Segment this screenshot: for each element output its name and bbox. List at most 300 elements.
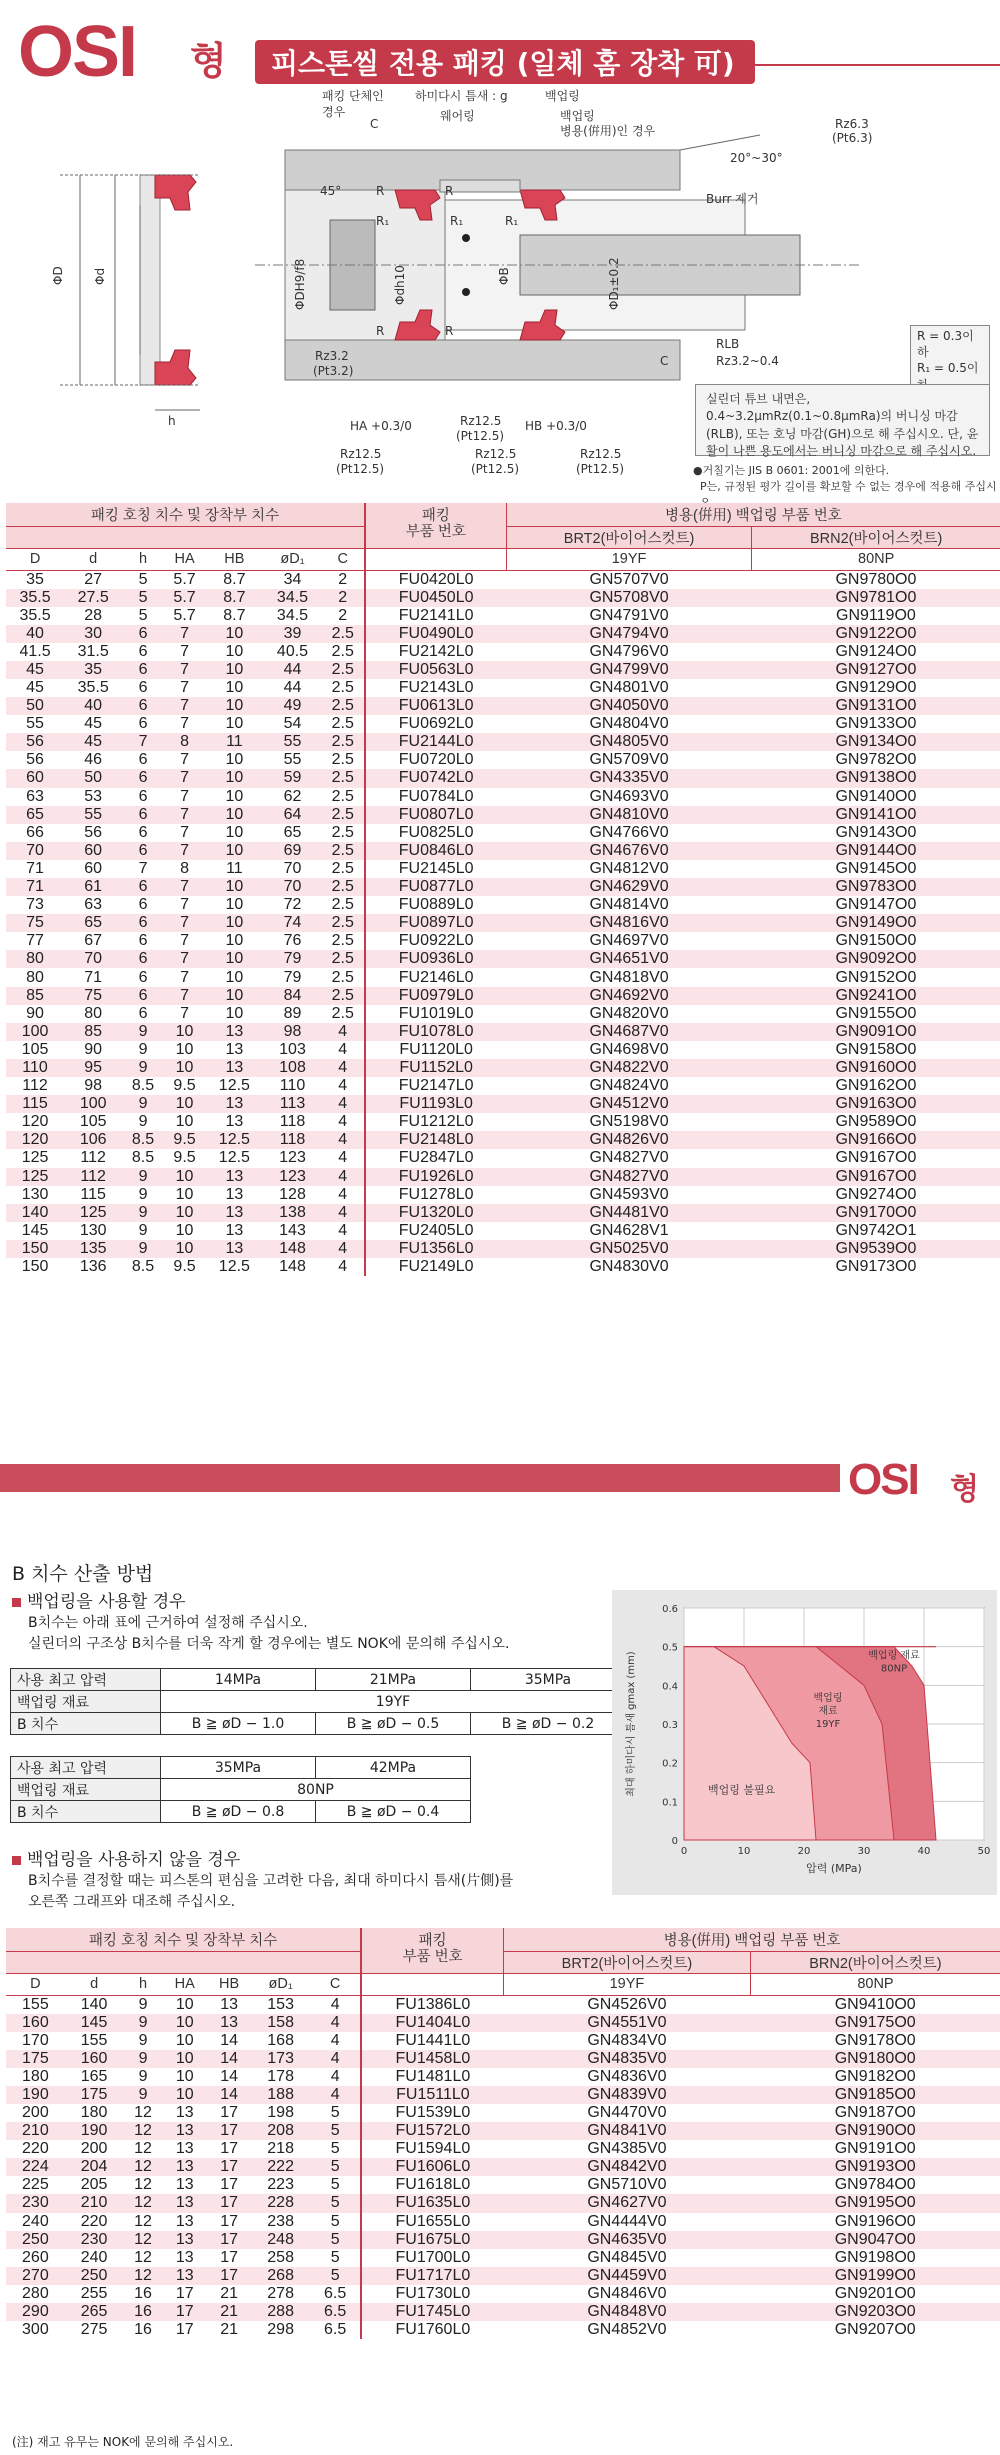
table-cell: 7 [180,787,189,805]
radius-line: R₁ = 0.5이 [917,361,979,376]
table-cell: 4 [330,2067,340,2085]
table-cell: 95 [64,1059,122,1077]
table-cell: 28 [84,606,103,624]
table-cell: 10 [225,1004,244,1022]
table-cell: 222 [251,2158,310,2176]
table-cell: GN9780O0 [835,570,917,588]
brand-type: 형 [190,41,227,83]
table-cell: GN9198O0 [834,2248,916,2266]
table-cell: 49 [263,697,321,715]
table-cell: 7 [164,842,206,860]
table-cell: 64 [263,806,321,824]
table-cell: 12 [134,2248,152,2266]
table-cell: 70 [6,842,64,860]
region-label-80np: 백업링 재료 [868,1650,920,1662]
bullet-square [12,1598,21,1607]
table-cell: GN9241O0 [752,987,1000,1005]
table-row [6,2140,1000,2158]
pressure-35: 35MPa [471,1669,626,1691]
table-cell: 6 [138,896,148,914]
table-cell: FU1356L0 [365,1240,506,1258]
table-cell: GN9190O0 [750,2122,1000,2140]
table-cell: 7 [180,715,189,733]
table-cell: 175 [65,2086,124,2104]
sub2-text1: B치수를 결정할 때는 피스톤의 편심을 고려한 다음, 최대 하미다시 틈새(片側)를 [28,1873,514,1889]
table-cell: 12.5 [205,1131,263,1149]
table-row [6,661,1000,679]
table-cell: 7 [164,987,206,1005]
label-rz125-1: Rz12.5 [460,414,502,428]
brand-type-2: 형 [950,1473,979,1506]
table-cell: 148 [263,1240,321,1258]
table-row [6,860,1000,878]
table-cell: GN9091O0 [752,1023,1000,1041]
brt2-header-2: BRT2(바이어스컷트) [503,1951,750,1973]
table-cell: 13 [163,2231,207,2249]
bdim-80-2: B ≧ øD − 0.4 [316,1801,471,1823]
table-cell: 4 [322,1095,365,1113]
table-cell: GN9742O1 [835,1221,917,1239]
table-cell: 12.5 [218,1258,250,1276]
table-cell: GN4698V0 [589,1040,669,1058]
table-cell: 59 [263,769,321,787]
table-cell: 6 [138,823,148,841]
dims-group-header-2: 패킹 호칭 치수 및 장착부 치수 [6,1928,361,1951]
table-cell: GN4835V0 [503,2050,750,2068]
col-d-label: d [65,1973,124,1995]
label-rz125-2: Rz12.5 [340,447,382,461]
cylinder-assembly [255,135,860,380]
table-row [6,1005,1000,1023]
table-row [6,1041,1000,1059]
table-cell: 10 [164,1059,206,1077]
bdim-label: B 치수 [11,1713,161,1735]
table-cell: 7 [180,642,189,660]
table-row [6,2050,1000,2068]
table-cell: 17 [175,2321,194,2339]
table-cell: GN9124O0 [835,642,917,660]
table-cell: GN9782O0 [835,751,917,769]
table-cell: FU0720L0 [365,751,506,769]
table-cell: GN9150O0 [835,932,917,950]
table-cell: GN9129O0 [835,679,917,697]
table-cell: 10 [175,1221,194,1239]
table-cell: 75 [64,987,122,1005]
bdim-3: B ≧ øD − 0.2 [471,1713,626,1735]
table-cell: GN4385V0 [587,2140,667,2158]
table-cell: FU1730L0 [361,2285,503,2303]
table-cell: 16 [134,2321,152,2339]
table-cell: 10 [225,715,244,733]
table-cell: GN4810V0 [506,806,752,824]
table-cell: 9 [122,1095,164,1113]
table-cell: 224 [6,2158,65,2176]
label-phi-B: ΦB [497,267,511,285]
table-cell: 250 [65,2267,124,2285]
table-cell: 9 [138,2031,148,2049]
table-row [6,824,1000,842]
table-cell: FU0420L0 [365,570,506,589]
table-cell: 13 [220,1995,238,2013]
table-cell: FU0897L0 [365,914,506,932]
table-cell: FU1745L0 [361,2303,503,2321]
col-h [122,526,164,548]
table-cell: 89 [283,1004,302,1022]
table-row [6,2068,1000,2086]
bdim-1: B ≧ øD − 1.0 [161,1713,316,1735]
table-cell: 220 [22,2140,49,2158]
col-h [123,1951,162,1973]
table-cell: GN4593V0 [589,1185,669,1203]
table-row [6,950,1000,968]
table-cell: 12 [134,2176,152,2194]
table-cell: 223 [267,2176,294,2194]
table-cell: 21 [220,2284,238,2302]
table-cell: 13 [225,1113,244,1131]
label-r-3: R [376,324,385,338]
table-cell: 9.5 [173,1258,196,1276]
table-cell: 10 [205,697,263,715]
table-cell: 230 [65,2231,124,2249]
table-cell: 10 [163,2050,207,2068]
label-hb: HB +0.3/0 [525,419,587,433]
table-cell: 178 [267,2067,294,2085]
mat-80np: 80NP [752,548,1000,570]
table-cell: 13 [175,2176,194,2194]
table-cell: GN4791V0 [589,606,669,624]
b-dim-section-title: B 치수 산출 방법 [12,1563,154,1585]
table-row [6,2267,1000,2285]
label-pt63: (Pt6.3) [832,131,873,145]
table-cell: 8 [164,733,206,751]
table-cell: 90 [26,1004,44,1022]
table-cell: GN4846V0 [587,2284,667,2302]
table-cell: 4 [338,1113,348,1131]
table-cell: 2.5 [331,787,354,805]
table-cell: 17 [207,2122,251,2140]
material-label: 백업링 재료 [11,1691,161,1713]
table-cell: 218 [267,2140,294,2158]
table-cell: GN4693V0 [589,787,669,805]
table-cell: 4 [322,1059,365,1077]
table-cell: 13 [225,1185,244,1203]
table-cell: 75 [6,914,64,932]
table-cell: GN5707V0 [589,570,669,588]
footnote: (注) 재고 유무는 NOK에 문의해 주십시오. [12,2435,234,2449]
sub1-text1: B치수는 아래 표에 근거하여 설정해 주십시오. [28,1615,308,1631]
table-cell: 10 [164,1095,206,1113]
table-row [6,1023,1000,1041]
backup-19yf-table [10,1668,626,1735]
table-cell: 153 [267,1995,294,2013]
table-row [6,570,1000,589]
table-row [6,1186,1000,1204]
table-cell: GN9133O0 [835,715,917,733]
table-cell: 9 [122,1059,164,1077]
table-cell: FU1152L0 [365,1059,506,1077]
table-cell: GN9144O0 [752,842,1000,860]
brn2-header-2: BRN2(바이어스컷트) [750,1951,1000,1973]
label-r-7: R₁ [505,214,519,228]
table-cell: 10 [205,914,263,932]
table-cell: 46 [84,751,103,769]
table-cell: 278 [267,2284,294,2302]
table-cell: 6.5 [310,2303,361,2321]
table-cell: 9 [123,2086,162,2104]
table-cell: GN4822V0 [506,1059,752,1077]
table-cell: 9 [123,2050,162,2068]
table-cell: 5 [310,2231,361,2249]
region-label-19yf: 재료 [818,1705,838,1717]
table-cell: 35.5 [19,606,51,624]
label-pt125-2: (Pt12.5) [336,462,385,476]
table-cell: 30 [64,625,122,643]
table-cell: GN9193O0 [750,2158,1000,2176]
table-cell: 7 [138,859,148,877]
table-cell: GN4629V0 [506,878,752,896]
table-cell: 4 [310,2086,361,2104]
table-cell: 9 [122,1240,164,1258]
brt2-header: BRT2(바이어스컷트) [506,526,752,548]
label-phi-D-h9f8: ΦDH9/f8 [293,258,307,310]
table-cell: 9 [122,1023,164,1041]
table-cell: GN4845V0 [587,2248,667,2266]
table-cell: GN9185O0 [750,2086,1000,2104]
table-cell: 5 [330,2176,340,2194]
table-cell: 6 [138,1004,148,1022]
table-cell: 6 [138,715,148,733]
table-cell: 138 [263,1204,321,1222]
table-row [6,2249,1000,2267]
table-cell: 2.5 [322,987,365,1005]
small-note-1: ●거칠기는 JIS B 0601: 2001에 의한다. [693,464,890,477]
table-cell: 50 [64,769,122,787]
table-cell: 10 [225,787,244,805]
table-cell: FU1618L0 [361,2176,503,2194]
table-cell: 148 [279,1258,306,1276]
region-label-80np: 80NP [880,1663,908,1675]
table-cell: 2 [338,606,348,624]
table-cell: 79 [263,950,321,968]
table-cell: 7 [122,733,164,751]
table-cell: 60 [6,769,64,787]
table-cell: 7 [180,968,189,986]
table-cell: 100 [64,1095,122,1113]
table-cell: 9 [123,2014,162,2032]
table-cell: 11 [226,859,243,877]
label-r-4: R [445,324,454,338]
table-cell: 2.5 [331,932,354,950]
table-cell: 6 [138,642,148,660]
table-cell: 10 [225,642,244,660]
table-cell: 9 [138,1113,148,1131]
table-row [6,1059,1000,1077]
table-cell: 85 [6,987,64,1005]
table-cell: 5 [330,2104,340,2122]
table-cell: FU0846L0 [365,842,506,860]
table-cell: GN4697V0 [589,932,669,950]
label-wear-ring: 웨어링 [440,109,475,123]
table-cell: FU0979L0 [365,987,506,1005]
table-cell: GN4470V0 [587,2104,667,2122]
table-row [6,2104,1000,2122]
table-cell: 2.5 [331,679,354,697]
table-cell: 8 [180,859,189,877]
spec-table-2 [6,1928,1000,2339]
table-cell: GN9143O0 [835,823,917,841]
table-cell: 13 [175,2104,194,2122]
table-row [6,1077,1000,1095]
table-cell: GN9274O0 [835,1185,917,1203]
table-cell: 204 [65,2158,124,2176]
col-C-label: C [322,548,365,570]
table-cell: GN4827V0 [506,1168,752,1186]
table-cell: 35.5 [6,589,64,607]
table-cell: GN4841V0 [503,2122,750,2140]
sub1-text2: 실린더의 구조상 B치수를 더욱 작게 할 경우에는 별도 NOK에 문의해 주십시오. [28,1636,510,1652]
table-cell: 2.5 [331,715,354,733]
table-cell: GN4827V0 [589,1149,669,1167]
table-cell: GN9187O0 [834,2104,916,2122]
table-cell: 210 [6,2122,65,2140]
label-rz32: Rz3.2 [315,349,349,363]
table-cell: GN9160O0 [752,1059,1000,1077]
label-h: h [168,414,176,428]
table-cell: 160 [6,2014,65,2032]
table-cell: 4 [338,1077,348,1095]
table-cell: 34.5 [263,589,321,607]
table-cell: 10 [205,987,263,1005]
table1-body [6,570,1000,1276]
table-cell: GN4551V0 [503,2014,750,2032]
table-cell: 13 [175,2248,194,2266]
table-cell: 5 [310,2122,361,2140]
table-cell: 9 [138,1185,148,1203]
col-HA [164,526,206,548]
table-cell: 17 [220,2176,238,2194]
label-pt32: (Pt3.2) [313,364,354,378]
table-cell: 10 [225,679,244,697]
table-cell: 7 [164,950,206,968]
table-cell: 228 [251,2194,310,2212]
col-HB [207,1951,251,1973]
table-cell: FU1539L0 [361,2104,503,2122]
table-cell: 56 [6,733,64,751]
table-cell: FU2145L0 [365,860,506,878]
table-cell: 125 [6,1168,64,1186]
table-row [6,1168,1000,1186]
table-cell: GN9199O0 [750,2267,1000,2285]
table-cell: 2.5 [322,842,365,860]
table-cell: 10 [164,1023,206,1041]
table-cell: 5 [310,2194,361,2212]
table-cell: 106 [64,1131,122,1149]
table-cell: 6 [122,950,164,968]
table-row [6,2032,1000,2050]
table-row [6,2014,1000,2032]
table-cell: 79 [283,968,302,986]
sub1-label: 백업링을 사용할 경우 [27,1592,186,1612]
col-D1-label: øD₁ [263,548,321,570]
table-cell: 71 [6,878,64,896]
table-cell: GN4804V0 [589,715,669,733]
pressure-42: 42MPa [316,1757,471,1779]
table-cell: 61 [64,878,122,896]
table-cell: GN9173O0 [835,1258,917,1276]
table-cell: 275 [80,2321,108,2339]
table-row [6,2321,1000,2339]
col-C-label: C [310,1973,361,1995]
table-cell: 2.5 [331,642,354,660]
table-cell: 62 [283,787,302,805]
table-cell: 100 [6,1023,64,1041]
table-cell: 60 [84,859,103,877]
table-cell: FU0825L0 [365,824,506,842]
table-cell: 2.5 [331,968,354,986]
table-cell: 56 [26,751,44,769]
table-cell: FU1572L0 [361,2122,503,2140]
table-cell: 7 [164,878,206,896]
table-cell: GN9162O0 [835,1077,917,1095]
table-cell: 13 [163,2158,207,2176]
table-cell: 6 [122,661,164,679]
table-cell: 168 [267,2031,294,2049]
table-cell: GN9145O0 [835,859,917,877]
table-cell: 10 [225,968,244,986]
table-cell: GN5710V0 [587,2176,667,2194]
table-cell: GN4818V0 [589,968,669,986]
col-d-label: d [64,548,122,570]
table-row [6,2158,1000,2176]
mat-19yf: 19YF [506,548,752,570]
table-cell: FU1078L0 [365,1023,506,1041]
table-cell: 248 [251,2231,310,2249]
table-cell: 5 [330,2212,340,2230]
table-cell: 2.5 [322,950,365,968]
label-phi-D1: ΦD₁±0.2 [607,257,621,310]
table-cell: FU0563L0 [365,661,506,679]
table-row [6,1222,1000,1240]
col-D1-label: øD₁ [251,1973,310,1995]
table-cell: 140 [80,1995,108,2013]
table-cell: 14 [207,2050,251,2068]
table-cell: 17 [220,2140,238,2158]
table-cell: 10 [225,896,244,914]
table-cell: 4 [322,1204,365,1222]
table-cell: GN9207O0 [834,2321,916,2339]
table-cell: 13 [205,1095,263,1113]
table-cell: 80 [84,1004,103,1022]
table-cell: 10 [205,661,263,679]
table-row [6,2231,1000,2249]
table-row [6,914,1000,932]
table-cell: 130 [21,1185,49,1203]
table1-wrapper [6,503,1000,1276]
table-cell: 220 [80,2212,108,2230]
table-cell: 85 [64,1023,122,1041]
label-r-5: R₁ [376,214,390,228]
table-row [6,1240,1000,1258]
table-cell: 80 [6,950,64,968]
table-cell: FU1594L0 [361,2140,503,2158]
material-19yf: 19YF [161,1691,626,1713]
table-cell: FU2143L0 [365,679,506,697]
table-cell: 16 [134,2284,152,2302]
table-cell: FU1655L0 [361,2213,503,2231]
table-cell: 130 [79,1221,107,1239]
table-row [6,2176,1000,2194]
table-row [6,715,1000,733]
